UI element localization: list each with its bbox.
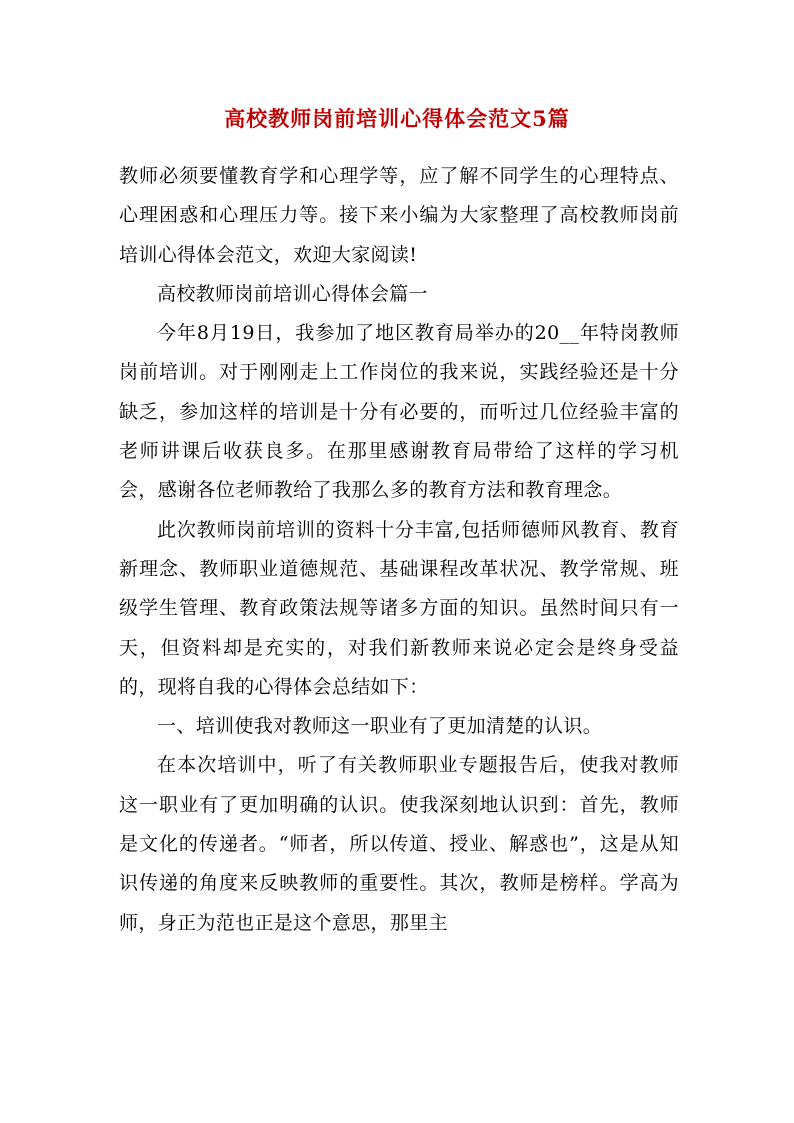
subheading-point-one: 一、培训使我对教师这一职业有了更加清楚的认识。	[157, 715, 603, 738]
document-title: 高校教师岗前培训心得体会范文5篇	[224, 106, 570, 131]
paragraph-training-date: 今年8月19日，我参加了地区教育局举办的20__年特岗教师岗前培训。对于刚刚走上工作岗位的我来说，实践经验还是十分缺乏，参加这样的培训是十分有必要的，而听过几位经验丰富的老师讲课后收获良多。在那里感谢教育局带给了这样的学习机会，感谢各位老师教给了我那么多的教育方法和教育理念。	[119, 322, 679, 502]
paragraph-teacher-role: 在本次培训中，听了有关教师职业专题报告后，使我对教师这一职业有了更加明确的认识。使我深刻地认识到：首先，教师是文化的传递者。“师者，所以传道、授业、解惑也”，这是从知识传递的角度来反映教师的重要性。其次，教师是榜样。学高为师，身正为范也正是这个意思，那里主	[119, 754, 679, 934]
paragraph-training-content: 此次教师岗前培训的资料十分丰富,包括师德师风教育、教育新理念、教师职业道德规范、基础课程改革状况、教学常规、班级学生管理、教育政策法规等诸多方面的知识。虽然时间只有一天，但资料却是充实的，对我们新教师来说必定会是终身受益的，现将自我的心得体会总结如下：	[119, 518, 679, 698]
section-heading-part-one: 高校教师岗前培训心得体会篇一	[157, 282, 428, 305]
document-body	[119, 157, 679, 943]
paragraph-intro: 教师必须要懂教育学和心理学等，应了解不同学生的心理特点、心理困惑和心理压力等。接下来小编为大家整理了高校教师岗前培训心得体会范文，欢迎大家阅读!	[119, 165, 679, 266]
